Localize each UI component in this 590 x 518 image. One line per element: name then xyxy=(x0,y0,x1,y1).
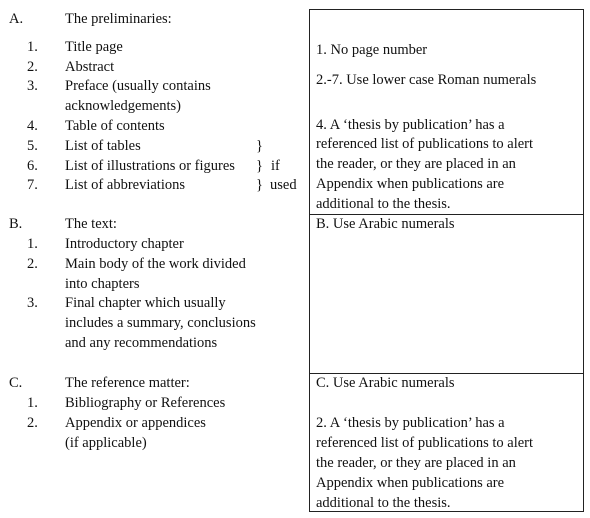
note-a-1: 1. No page number xyxy=(316,42,428,58)
section-b-heading: The text: xyxy=(65,216,117,232)
bracket-word-used: used xyxy=(270,177,297,193)
note-c-2-line-4: Appendix when publications are xyxy=(316,475,505,491)
section-c-item-2-text: Appendix or appendices xyxy=(65,415,206,431)
note-a-3-line-2: referenced list of publications to alert xyxy=(316,136,534,152)
section-a-item-1-number: 1. xyxy=(27,39,38,55)
note-c-2-line-3: the reader, or they are placed in an xyxy=(316,455,516,471)
section-a-item-1-text: Title page xyxy=(65,39,123,55)
section-a-letter: A. xyxy=(9,11,24,27)
note-a-3-line-3: the reader, or they are placed in an xyxy=(316,156,516,172)
section-a-item-5-number: 5. xyxy=(27,138,38,154)
section-b-item-1-text: Introductory chapter xyxy=(65,236,184,252)
section-b-letter: B. xyxy=(9,216,23,232)
bracket-item-6: } xyxy=(256,158,263,174)
section-b-item-1-number: 1. xyxy=(27,236,38,252)
note-a-3-line-5: additional to the thesis. xyxy=(316,196,451,212)
section-b-item-2-text: Main body of the work divided xyxy=(65,256,246,272)
section-a-item-7-text: List of abbreviations xyxy=(65,177,186,193)
section-b-item-2-number: 2. xyxy=(27,256,38,272)
bracket-word-if: if xyxy=(271,158,280,174)
section-a-item-5-text: List of tables xyxy=(65,138,141,154)
note-c-2-line-1: 2. A ‘thesis by publication’ has a xyxy=(316,415,505,431)
note-a-2: 2.-7. Use lower case Roman numerals xyxy=(316,72,537,88)
section-c-item-2-number: 2. xyxy=(27,415,38,431)
note-c-2-line-2: referenced list of publications to alert xyxy=(316,435,534,451)
section-a-item-6-text: List of illustrations or figures xyxy=(65,158,235,174)
section-a-item-2-number: 2. xyxy=(27,59,38,75)
section-a-item-3-text: Preface (usually contains xyxy=(65,78,211,94)
note-a-3-line-1: 4. A ‘thesis by publication’ has a xyxy=(316,117,505,133)
section-c-item-1-text: Bibliography or References xyxy=(65,395,226,411)
section-b-item-2-text-cont: into chapters xyxy=(65,276,140,292)
section-a-heading: The preliminaries: xyxy=(65,11,172,27)
section-a-item-4-text: Table of contents xyxy=(65,118,165,134)
note-b-1: B. Use Arabic numerals xyxy=(316,216,455,232)
note-a-3-line-4: Appendix when publications are xyxy=(316,176,505,192)
section-b-item-3-text: Final chapter which usually xyxy=(65,295,226,311)
section-c-item-2-text-cont: (if applicable) xyxy=(65,435,147,451)
section-c-heading: The reference matter: xyxy=(65,375,190,391)
section-a-item-3-text-cont: acknowledgements) xyxy=(65,98,181,114)
section-a-item-6-number: 6. xyxy=(27,158,38,174)
bracket-item-7: } xyxy=(256,177,263,193)
section-b-item-3-text-cont-2: and any recommendations xyxy=(65,335,218,351)
notes-box-b xyxy=(309,214,584,374)
section-a-item-7-number: 7. xyxy=(27,177,38,193)
bracket-item-5: } xyxy=(256,138,263,154)
note-c-1: C. Use Arabic numerals xyxy=(316,375,455,391)
section-c-letter: C. xyxy=(9,375,23,391)
section-a-item-2-text: Abstract xyxy=(65,59,115,75)
section-a-item-3-number: 3. xyxy=(27,78,38,94)
section-b-item-3-number: 3. xyxy=(27,295,38,311)
note-c-2-line-5: additional to the thesis. xyxy=(316,495,451,511)
section-c-item-1-number: 1. xyxy=(27,395,38,411)
section-a-item-4-number: 4. xyxy=(27,118,38,134)
section-b-item-3-text-cont-1: includes a summary, conclusions xyxy=(65,315,256,331)
